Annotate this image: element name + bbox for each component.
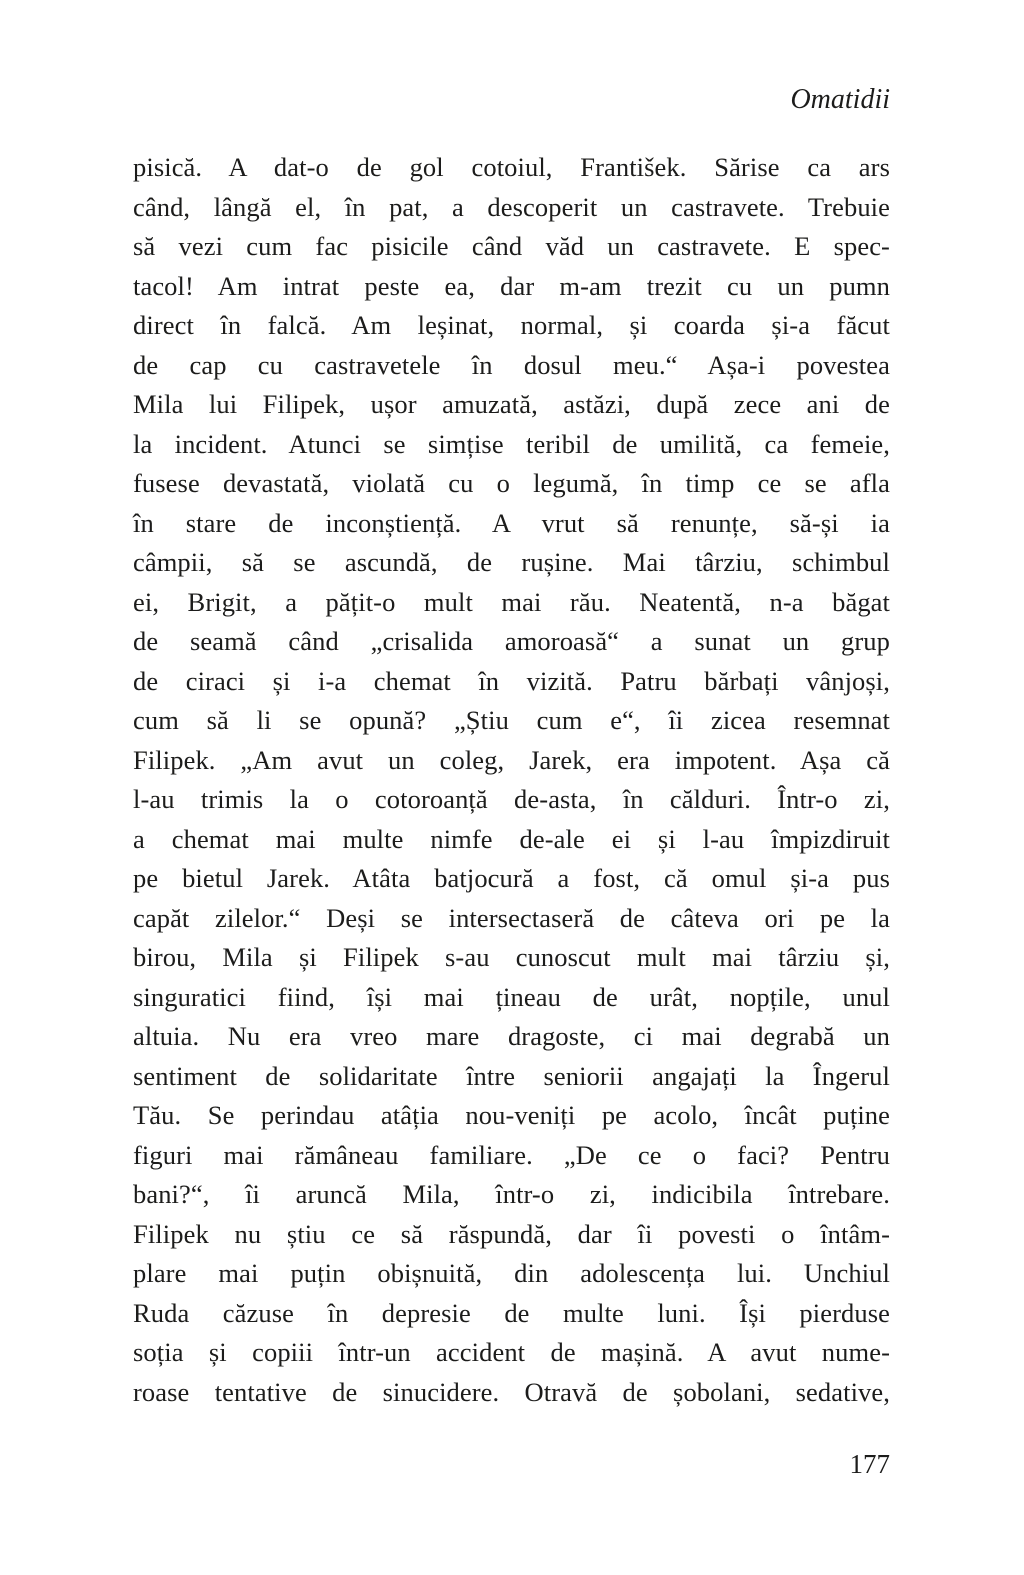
- text-line: în stare de inconștiență. A vrut să renunțe, să-și ia: [133, 507, 890, 538]
- text-line: tacol! Am intrat peste ea, dar m-am trezit cu un pumn: [133, 270, 890, 301]
- text-line: a chemat mai multe nimfe de-ale ei și l-au împizdiruit: [133, 823, 890, 854]
- text-line: capăt zilelor.“ Deși se intersectaseră de câteva ori pe la: [133, 902, 890, 933]
- text-line: câmpii, să se ascundă, de rușine. Mai târziu, schimbul: [133, 547, 890, 577]
- text-line: roase tentative de sinucidere. Otravă de șobolani, sedative,: [133, 1376, 890, 1407]
- text-line: Mila lui Filipek, ușor amuzată, astăzi, după zece ani de: [133, 389, 890, 419]
- text-line: de cap cu castravetele în dosul meu.“ Așa-i povestea: [133, 349, 890, 380]
- text-line: de seamă când „crisalida amoroasă“ a sunat un grup: [133, 626, 890, 656]
- text-line: să vezi cum fac pisicile când văd un castravete. E spec-: [133, 231, 890, 261]
- page-number: 177: [849, 1449, 890, 1479]
- text-line: pisică. A dat-o de gol cotoiul, František. Sărise ca ars: [133, 152, 890, 182]
- text-line: soția și copiii într-un accident de mașină. A avut nume-: [133, 1337, 890, 1367]
- text-line: Ruda căzuse în depresie de multe luni. Își pierduse: [133, 1297, 890, 1328]
- text-line: sentiment de solidaritate între seniorii angajați la Îngerul: [133, 1060, 890, 1091]
- text-line: de ciraci și i-a chemat în vizită. Patru bărbați vânjoși,: [133, 665, 890, 696]
- text-line: fusese devastată, violată cu o legumă, în timp ce se afla: [133, 468, 890, 498]
- text-line: figuri mai rămâneau familiare. „De ce o faci? Pentru: [133, 1139, 890, 1170]
- text-line: birou, Mila și Filipek s-au cunoscut mult mai târziu și,: [133, 942, 890, 972]
- text-line: singuratici fiind, își mai țineau de urât, nopțile, unul: [133, 981, 890, 1012]
- text-line: ei, Brigit, a pățit-o mult mai rău. Neatentă, n-a băgat: [133, 586, 890, 617]
- text-line: la incident. Atunci se simțise teribil de umilită, ca femeie,: [133, 428, 890, 459]
- text-line: cum să li se opună? „Știu cum e“, îi zicea resemnat: [133, 705, 890, 735]
- text-line: direct în falcă. Am leșinat, normal, și coarda și-a făcut: [133, 310, 890, 340]
- text-line: altuia. Nu era vreo mare dragoste, ci mai degrabă un: [133, 1021, 890, 1051]
- text-line: bani?“, îi aruncă Mila, într-o zi, indicibila întrebare.: [133, 1179, 890, 1209]
- text-line: Filipek nu știu ce să răspundă, dar îi povesti o întâm-: [133, 1218, 890, 1249]
- text-line: Filipek. „Am avut un coleg, Jarek, era impotent. Așa că: [133, 744, 890, 775]
- text-line: l-au trimis la o cotoroanță de-asta, în călduri. Într-o zi,: [133, 784, 890, 814]
- text-line: plare mai puțin obișnuită, din adolescența lui. Unchiul: [133, 1258, 890, 1288]
- body-text-block: [133, 148, 890, 1412]
- text-line: Tău. Se perindau atâția nou-veniți pe acolo, încât puține: [133, 1100, 890, 1130]
- text-line: când, lângă el, în pat, a descoperit un castravete. Trebuie: [133, 191, 890, 222]
- running-head-title: Omatidii: [790, 84, 890, 115]
- text-line: pe bietul Jarek. Atâta batjocură a fost, că omul și-a pus: [133, 863, 890, 893]
